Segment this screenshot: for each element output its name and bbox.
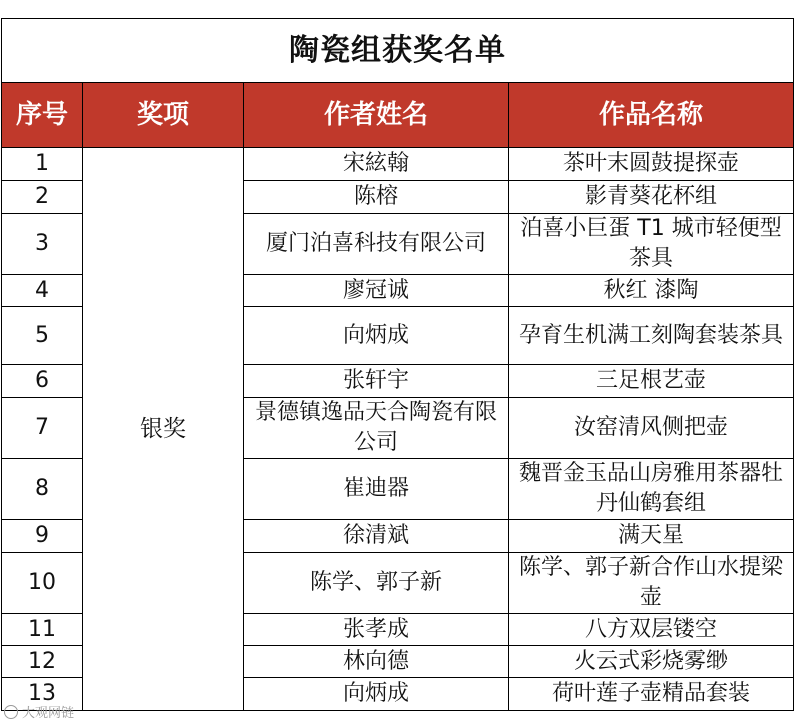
work-cell: 孕育生机满工刻陶套装茶具 [509,307,794,365]
work-cell: 泊喜小巨蛋 T1 城市轻便型茶具 [509,214,794,275]
row-number: 9 [2,520,83,553]
row-number: 3 [2,214,83,275]
column-header-author: 作者姓名 [244,83,509,148]
work-cell: 陈学、郭子新合作山水提梁壶 [509,553,794,614]
column-header-number: 序号 [2,83,83,148]
table-title: 陶瓷组获奖名单 [2,19,794,83]
work-cell: 火云式彩烧雾缈 [509,646,794,678]
author-cell: 张轩宇 [244,365,509,398]
row-number: 13 [2,678,83,711]
award-cell: 银奖 [83,148,244,711]
row-number: 2 [2,181,83,214]
work-cell: 影青葵花杯组 [509,181,794,214]
row-number: 11 [2,614,83,646]
watermark-text: 大观网链 [22,706,75,721]
column-header-work: 作品名称 [509,83,794,148]
row-number: 7 [2,398,83,459]
author-cell: 宋絃翰 [244,148,509,181]
award-table [1,18,794,711]
watermark [4,702,74,721]
work-cell: 满天星 [509,520,794,553]
row-number: 4 [2,275,83,307]
author-cell: 徐清斌 [244,520,509,553]
work-cell: 汝窑清风侧把壶 [509,398,794,459]
row-number: 1 [2,148,83,181]
row-number: 5 [2,307,83,365]
row-number: 8 [2,459,83,520]
row-number: 6 [2,365,83,398]
author-cell: 廖冠诚 [244,275,509,307]
author-cell: 陈榕 [244,181,509,214]
work-cell: 秋红 漆陶 [509,275,794,307]
work-cell: 八方双层镂空 [509,614,794,646]
work-cell: 荷叶莲子壶精品套装 [509,678,794,711]
author-cell: 崔迪器 [244,459,509,520]
work-cell: 茶叶末圆鼓提探壶 [509,148,794,181]
row-number: 12 [2,646,83,678]
row-number: 10 [2,553,83,614]
author-cell: 厦门泊喜科技有限公司 [244,214,509,275]
column-header-award: 奖项 [83,83,244,148]
author-cell: 张孝成 [244,614,509,646]
author-cell: 陈学、郭子新 [244,553,509,614]
author-cell: 景德镇逸品天合陶瓷有限公司 [244,398,509,459]
work-cell: 魏晋金玉品山房雅用茶器牡丹仙鹤套组 [509,459,794,520]
work-cell: 三足根艺壶 [509,365,794,398]
author-cell: 林向德 [244,646,509,678]
watermark-logo-icon [4,705,18,719]
author-cell: 向炳成 [244,307,509,365]
table-row [2,148,794,181]
author-cell: 向炳成 [244,678,509,711]
header-row [2,83,794,148]
